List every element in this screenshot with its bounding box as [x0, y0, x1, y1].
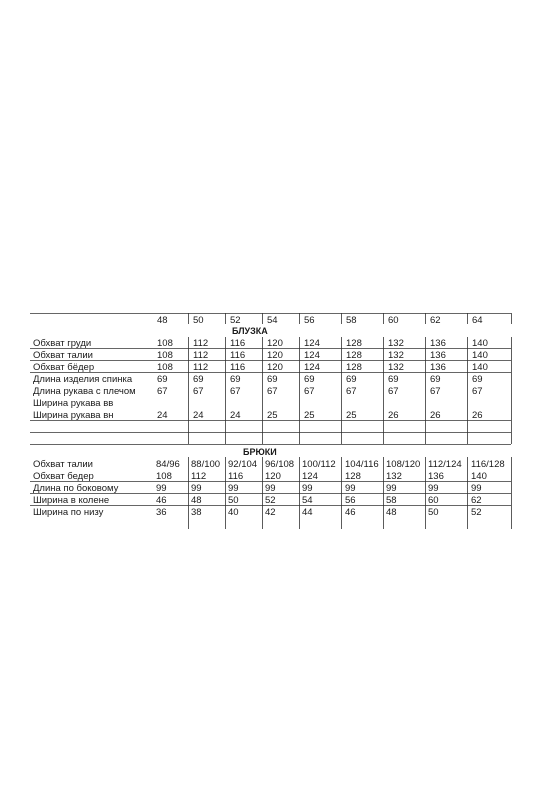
- row-label: Обхват талии: [33, 350, 93, 361]
- table-cell: 56: [345, 495, 356, 506]
- table-cell: 25: [267, 410, 278, 421]
- table-cell: 48: [191, 495, 202, 506]
- row-label: Ширина по низу: [33, 507, 104, 518]
- size-header-cell: 60: [388, 315, 399, 326]
- table-cell: 67: [157, 386, 168, 397]
- table-cell: 40: [228, 507, 239, 518]
- table-cell: 36: [156, 507, 167, 518]
- table-cell: 99: [386, 483, 397, 494]
- table-cell: 116: [230, 350, 246, 361]
- table-cell: 88/100: [191, 459, 221, 470]
- size-header-cell: 62: [430, 315, 441, 326]
- table-cell: 112: [193, 338, 209, 349]
- table-cell: 100/112: [302, 459, 336, 470]
- size-header-cell: 64: [472, 315, 483, 326]
- table-cell: 25: [304, 410, 315, 421]
- table-cell: 67: [430, 386, 441, 397]
- size-header-cell: 48: [157, 315, 168, 326]
- table-cell: 25: [346, 410, 357, 421]
- size-header-cell: 58: [346, 315, 357, 326]
- table-cell: 69: [388, 374, 399, 385]
- table-cell: 132: [388, 350, 404, 361]
- table-cell: 99: [345, 483, 356, 494]
- table-cell: 48: [386, 507, 397, 518]
- row-label: Обхват бедер: [33, 471, 94, 482]
- row-label: Ширина в колене: [33, 495, 110, 506]
- table-cell: 108: [156, 471, 172, 482]
- table-cell: 140: [472, 338, 488, 349]
- table-cell: 50: [228, 495, 239, 506]
- table-cell: 99: [265, 483, 276, 494]
- table-cell: 132: [386, 471, 402, 482]
- row-label: Обхват груди: [33, 338, 92, 349]
- table-cell: 99: [228, 483, 239, 494]
- table-cell: 132: [388, 362, 404, 373]
- table-cell: 26: [388, 410, 399, 421]
- table-cell: 120: [267, 338, 283, 349]
- row-label: Длина по боковому: [33, 483, 119, 494]
- table-cell: 124: [304, 362, 320, 373]
- table-cell: 42: [265, 507, 276, 518]
- table-cell: 116/128: [471, 459, 505, 470]
- table-cell: 132: [388, 338, 404, 349]
- table-cell: 128: [345, 471, 361, 482]
- table-cell: 116: [228, 471, 244, 482]
- table-cell: 136: [428, 471, 444, 482]
- row-label: Длина изделия спинка: [33, 374, 133, 385]
- table-cell: 54: [302, 495, 313, 506]
- table-cell: 112: [193, 350, 209, 361]
- table-cell: 112: [193, 362, 209, 373]
- table-cell: 24: [157, 410, 168, 421]
- table-cell: 69: [346, 374, 357, 385]
- table-cell: 67: [388, 386, 399, 397]
- table-cell: 136: [430, 350, 446, 361]
- table-cell: 124: [304, 350, 320, 361]
- table-cell: 99: [428, 483, 439, 494]
- table-cell: 99: [191, 483, 202, 494]
- table-cell: 140: [472, 350, 488, 361]
- table-cell: 67: [267, 386, 278, 397]
- table-cell: 60: [428, 495, 439, 506]
- table-cell: 99: [471, 483, 482, 494]
- table-cell: 67: [230, 386, 241, 397]
- table-cell: 92/104: [228, 459, 258, 470]
- size-header-cell: 56: [304, 315, 315, 326]
- table-cell: 124: [302, 471, 318, 482]
- table-cell: 108: [157, 350, 173, 361]
- table-cell: 69: [230, 374, 241, 385]
- table-cell: 69: [193, 374, 204, 385]
- size-header-cell: 54: [267, 315, 278, 326]
- table-cell: 67: [346, 386, 357, 397]
- row-label: Длина рукава с плечом: [33, 386, 136, 397]
- size-header-cell: 52: [230, 315, 241, 326]
- table-cell: 108/120: [386, 459, 421, 470]
- table-cell: 58: [386, 495, 397, 506]
- table-cell: 128: [346, 350, 362, 361]
- table-cell: 108: [157, 338, 173, 349]
- table-cell: 44: [302, 507, 313, 518]
- table-cell: 62: [471, 495, 482, 506]
- table-cell: 140: [472, 362, 488, 373]
- table-cell: 120: [267, 362, 283, 373]
- table-cell: 116: [230, 338, 246, 349]
- table-cell: 104/116: [345, 459, 379, 470]
- row-label: Ширина рукава вв: [33, 398, 114, 409]
- table-cell: 69: [157, 374, 168, 385]
- table-cell: 26: [430, 410, 441, 421]
- table-cell: 24: [193, 410, 204, 421]
- table-cell: 140: [471, 471, 487, 482]
- table-cell: 69: [472, 374, 483, 385]
- table-cell: 112/124: [428, 459, 462, 470]
- table-cell: 96/108: [265, 459, 295, 470]
- table-cell: 67: [472, 386, 483, 397]
- table-cell: 128: [346, 362, 362, 373]
- table-cell: 136: [430, 338, 446, 349]
- section-title-trousers: БРЮКИ: [243, 447, 277, 457]
- table-cell: 69: [267, 374, 278, 385]
- table-cell: 46: [345, 507, 356, 518]
- table-cell: 24: [230, 410, 241, 421]
- table-cell: 38: [191, 507, 202, 518]
- size-header-cell: 50: [193, 315, 204, 326]
- table-cell: 52: [265, 495, 276, 506]
- table-cell: 112: [191, 471, 207, 482]
- table-cell: 52: [471, 507, 482, 518]
- table-cell: 99: [302, 483, 313, 494]
- table-cell: 67: [304, 386, 315, 397]
- table-cell: 108: [157, 362, 173, 373]
- table-cell: 128: [346, 338, 362, 349]
- table-cell: 50: [428, 507, 439, 518]
- row-label: Обхват бёдер: [33, 362, 95, 373]
- row-label: Ширина рукава вн: [33, 410, 114, 421]
- table-cell: 69: [430, 374, 441, 385]
- section-title-blouse: БЛУЗКА: [232, 326, 268, 336]
- table-cell: 67: [193, 386, 204, 397]
- table-cell: 46: [156, 495, 167, 506]
- table-cell: 84/96: [156, 459, 180, 470]
- table-cell: 69: [304, 374, 315, 385]
- table-cell: 124: [304, 338, 320, 349]
- table-cell: 99: [156, 483, 167, 494]
- table-cell: 120: [265, 471, 281, 482]
- row-label: Обхват талии: [33, 459, 93, 470]
- table-cell: 116: [230, 362, 246, 373]
- table-cell: 26: [472, 410, 483, 421]
- table-cell: 120: [267, 350, 283, 361]
- table-cell: 136: [430, 362, 446, 373]
